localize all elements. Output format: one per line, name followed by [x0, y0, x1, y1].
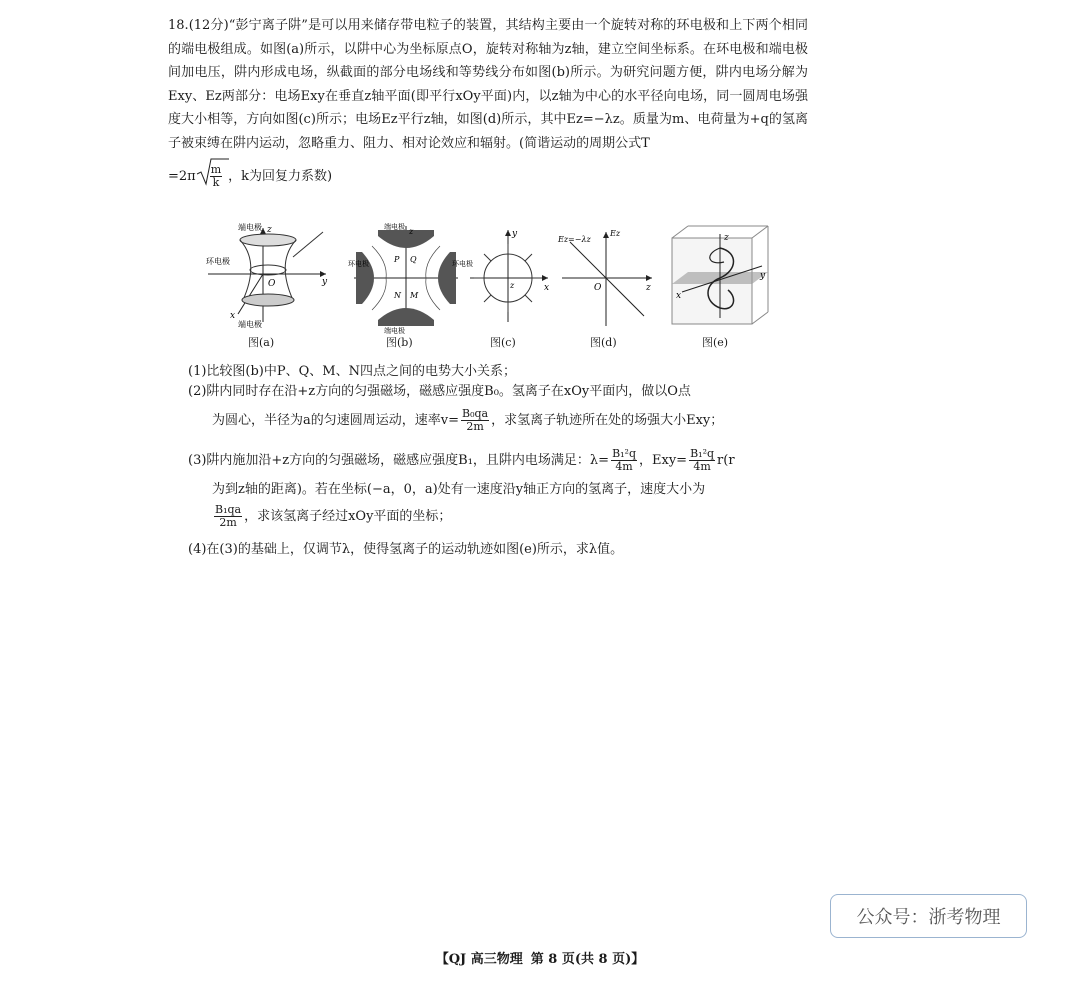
- question-1: (1)比较图(b)中P、Q、M、N四点之间的电势大小关系；: [188, 364, 516, 379]
- figure-b-axis-z: z: [409, 227, 414, 236]
- figure-b-point-q: Q: [410, 255, 417, 264]
- question-4: (4)在(3)的基础上，仅调节λ，使得氢离子的运动轨迹如图(e)所示，求λ值。: [188, 542, 624, 557]
- question-2-line-2-pre: 为圆心，半径为a的匀速圆周运动，速率v=: [212, 413, 459, 428]
- problem-stem-formula: [168, 157, 808, 196]
- figure-b-point-p: P: [394, 255, 400, 264]
- figure-e-axis-y: y: [760, 271, 766, 281]
- question-3-fraction-3: [214, 504, 242, 529]
- sqrt-numerator: m: [210, 162, 222, 176]
- figure-a-axis-x: x: [230, 311, 236, 321]
- figure-b-label-bottom: 端电极: [384, 327, 405, 335]
- figure-a-label-ring: 环电极: [206, 257, 230, 266]
- figure-c-axis-z: z: [510, 281, 515, 290]
- figure-b-caption: 图(b): [386, 336, 413, 349]
- footer-subject: 【QJ 高三物理: [435, 952, 523, 967]
- figure-d-axis-z: z: [646, 283, 651, 293]
- question-3-fraction-1-den: 4m: [615, 460, 633, 473]
- figure-d-diagram: [558, 222, 658, 334]
- figure-c-axis-x: x: [544, 283, 550, 293]
- period-formula-prefix: =2π: [168, 168, 196, 184]
- problem-stem: [168, 14, 808, 155]
- figure-d-axis-ez: Ez: [610, 229, 621, 238]
- figure-c-diagram: [464, 222, 554, 334]
- question-3-fraction-3-num: B₁qa: [215, 503, 242, 516]
- watermark-badge: 公众号：浙考物理: [830, 894, 1027, 938]
- figure-a-axis-z: z: [267, 225, 272, 235]
- figure-a-axis-y: y: [322, 277, 328, 287]
- figure-a-label-end-bottom: 端电极: [238, 320, 262, 329]
- question-3-line-2: 为到z轴的距离)。若在坐标(−a，0，a)处有一速度沿y轴正方向的氢离子，速度大小为: [212, 482, 706, 497]
- question-3-line-1-mid: ，Exy=: [639, 453, 688, 468]
- question-2-fraction: [461, 408, 489, 433]
- figure-d-caption: 图(d): [590, 336, 617, 349]
- period-formula-suffix: ，k为回复力系数): [228, 168, 333, 184]
- figure-a: [198, 222, 333, 349]
- figure-b-diagram: [348, 222, 473, 335]
- question-3-fraction-2-num: B₁²q: [690, 447, 715, 460]
- figure-b-label-left: 环电极: [348, 260, 369, 268]
- sqrt-fraction: [210, 164, 222, 189]
- question-2-line-1: (2)阱内同时存在沿+z方向的匀强磁场，磁感应强度B₀。氢离子在xOy平面内，做以O点: [188, 384, 691, 399]
- question-3-line-1-post: r(r: [717, 453, 735, 468]
- problem-18: [168, 14, 808, 196]
- question-2-line-2: [212, 408, 808, 433]
- figure-b-point-m: M: [410, 291, 419, 300]
- figure-e-axis-x: x: [676, 291, 682, 301]
- question-2-line-2-post: ，求氢离子轨迹所在处的场强大小Exy；: [491, 413, 724, 428]
- question-3-fraction-1-num: B₁²q: [612, 447, 637, 460]
- question-2-fraction-num: B₀qa: [462, 407, 489, 420]
- sqrt-denominator: k: [212, 175, 220, 189]
- figure-c-caption: 图(c): [490, 336, 516, 349]
- question-2-fraction-den: 2m: [466, 420, 484, 433]
- figure-b-label-top: 端电极: [384, 223, 405, 231]
- figure-e-axis-z: z: [724, 233, 729, 243]
- footer-page: 第 8 页(共 8 页)】: [530, 952, 645, 967]
- figure-b-label-right: 环电极: [452, 260, 473, 268]
- problem-text-1: (12分)“彭宁离子阱”是可以用来储存带电粒子的装置，其结构主要由一个旋转对称的环电极和上下两个相同的端电极组成。如图(a)所示，以阱中心为坐标原点O，旋转对称轴为z轴，建立空间坐标系。在环电极和端电极间加电压，阱内形成电场，纵截面的部分电场线和等势线分布如图(b)所示。为研究问题方便，阱内电场分解为Exy、Ez两部分：电场Exy在垂直z轴平面(即平行xOy平面)内，以z轴为中心的水平径向电场，同一圆周电场强度大小相等，方向如图(c)所示；电场Ez平行z轴，如图(d)所示，其中Ez=−λz。质量为m、电荷量为+q的氢离子被束缚在阱内运动，忽略重力、阻力、相对论效应和辐射。(简谐运动的周期公式T: [168, 18, 808, 151]
- question-3-fraction-3-den: 2m: [219, 516, 237, 529]
- figure-d-origin: O: [594, 283, 602, 293]
- question-3-line-1-pre: (3)阱内施加沿+z方向的匀强磁场，磁感应强度B₁，且阱内电场满足：λ=: [188, 453, 610, 468]
- figure-a-diagram: [198, 222, 333, 334]
- question-3-fraction-2: [689, 448, 715, 473]
- question-3-fraction-2-den: 4m: [693, 460, 711, 473]
- question-3-line-3-post: ，求该氢离子经过xOy平面的坐标；: [244, 509, 452, 524]
- figure-e: [668, 222, 773, 349]
- figure-a-origin: O: [268, 279, 276, 289]
- figure-d-formula: Ez=−λz: [558, 235, 591, 244]
- question-3-line-1: [188, 448, 808, 473]
- figure-c-axis-y: y: [512, 229, 518, 239]
- question-3-line-3: [212, 504, 808, 529]
- figure-e-caption: 图(e): [702, 336, 729, 349]
- question-3-fraction-1: [611, 448, 637, 473]
- figure-b-point-n: N: [394, 291, 401, 300]
- figures-row: [198, 222, 798, 352]
- problem-number: 18.: [168, 18, 189, 33]
- figure-a-caption: 图(a): [248, 336, 275, 349]
- figure-b: [348, 222, 473, 349]
- figure-a-label-end-top: 端电极: [238, 223, 262, 232]
- figure-e-diagram: [668, 222, 773, 334]
- figure-d: [558, 222, 658, 349]
- figure-c: [464, 222, 554, 349]
- page-footer: [0, 948, 1080, 967]
